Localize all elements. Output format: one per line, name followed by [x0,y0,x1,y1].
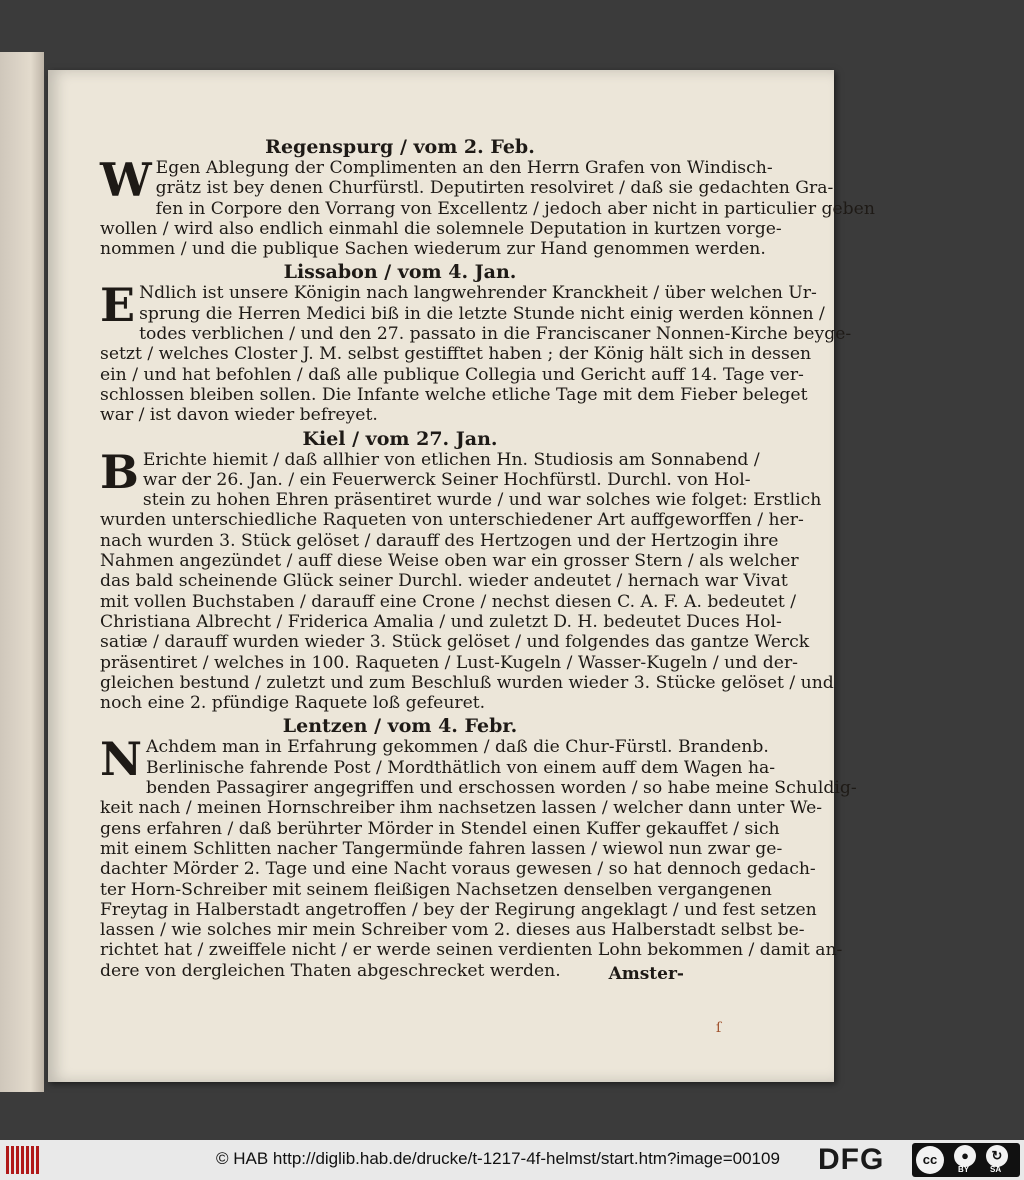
section-heading: Kiel / vom 27. Jan. [302,427,498,450]
document-page [48,70,875,1082]
text-line: war der 26. Jan. / ein Feuerwerck Seiner Hochfürstl. Durchl. von Hol- [142,469,751,490]
text-line: gens erfahren / daß berührter Mörder in Stendel einen Kuffer gekauffet / sich [100,818,780,839]
section-heading: Lentzen / vom 4. Febr. [282,715,518,738]
catchword: Amster- [608,964,684,984]
text-line: nach wurden 3. Stück gelöset / darauff des Hertzogen und der Hertzogin ihre [100,530,779,551]
text-line: lassen / wie solches mir mein Schreiber vom 2. dieses aus Halberstadt selbst be- [100,920,805,941]
text-line: grätz ist bey denen Churfürstl. Deputirten resolviret / daß sie gedachten Gra- [155,178,834,199]
dfg-logo[interactable]: DFG [818,1143,885,1176]
text-line: Freytag in Halberstadt angetroffen / bey der Regirung angeklagt / und fest setzen [100,899,817,920]
text-line: nommen / und die publique Sachen wiederum zur Hand genommen werden. [100,239,766,260]
section-kiel [100,427,834,714]
text-line: todes verblichen / und den 27. passato in die Franciscaner Nonnen-Kirche beyge- [139,324,852,345]
text-line: benden Passagirer angegriffen und erschossen worden / so habe meine Schuldig- [146,778,857,799]
text-line: Nahmen angezündet / auff diese Weise oben war ein grosser Stern / als welcher [100,551,799,572]
text-line: satiæ / darauff wurden wieder 3. Stück gelöset / und folgendes das gantze Werck [100,632,810,653]
text-line: mit einem Schlitten nacher Tangermünde fahren lassen / wiewol nun zwar ge- [100,838,783,859]
text-line: keit nach / meinen Hornschreiber ihm nachsetzen lassen / welcher dann unter We- [100,798,823,819]
section-lentzen [100,715,857,981]
text-line: Berlinische fahrende Post / Mordthätlich von einem auff dem Wagen ha- [146,757,776,778]
text-line: noch eine 2. pfündige Raquete loß gefeuret. [100,693,486,714]
ink-mark: ſ [716,1020,722,1036]
text-line: dachter Mörder 2. Tage und eine Nacht voraus gewesen / so hat dennoch gedach- [100,859,816,880]
text-line: Christiana Albrecht / Friderica Amalia / und zuletzt D. H. bedeutet Duces Hol- [100,611,782,632]
facing-page-edge [0,52,44,1092]
text-line: richtet hat / zweiffele nicht / er werde seinen verdienten Lohn bekommen / damit an- [100,940,843,961]
drop-capital: N [100,732,143,787]
text-line: das bald scheinende Glück seiner Durchl. wieder andeutet / hernach war Vivat [100,571,788,592]
text-line: wollen / wird also endlich einmahl die solemnele Deputation in kurtzen vorge- [100,218,782,239]
section-heading: Regenspurg / vom 2. Feb. [265,136,535,158]
drop-capital: E [100,278,136,333]
text-line: wurden unterschiedliche Raqueten von unterschiedener Art auffgeworffen / her- [100,510,804,531]
by-label: BY [958,1165,970,1174]
text-line: fen in Corpore den Vorrang von Excellentz / jedoch aber nicht in particulier geben [155,198,875,219]
text-line: setzt / welches Closter J. M. selbst gestifftet haben ; der König hält sich in dessen [100,344,812,365]
text-line: dere von dergleichen Thaten abgeschrecket werden. [100,960,561,981]
section-regensburg [100,136,875,260]
text-line: Ndlich ist unsere Königin nach langwehrender Kranckheit / über welchen Ur- [139,283,817,304]
sa-icon: ↻ [986,1145,1008,1167]
cc-license-badge[interactable] [912,1143,1020,1177]
text-line: stein zu hohen Ehren präsentiret wurde / und war solches wie folget: Erstlich [142,490,822,511]
cc-icon: cc [916,1146,944,1174]
section-lisbon [100,261,852,426]
text-line: Achdem man in Erfahrung gekommen / daß die Chur-Fürstl. Brandenb. [146,737,769,758]
text-line: schlossen bleiben sollen. Die Infante welche etliche Tage mit dem Fieber beleget [100,384,808,405]
text-line: präsentiret / welches in 100. Raqueten / Lust-Kugeln / Wasser-Kugeln / und der- [100,652,798,673]
viewer-footer [0,1140,1024,1180]
section-heading: Lissabon / vom 4. Jan. [283,261,517,284]
text-line: gleichen bestund / zuletzt und zum Beschluß wurden wieder 3. Stücke gelöset / und [100,672,834,693]
text-line: Egen Ablegung der Complimenten an den Herrn Grafen von Windisch- [155,158,773,178]
drop-capital: W [100,153,152,207]
text-line: Erichte hiemit / daß allhier von etlichen Hn. Studiosis am Sonnabend / [142,449,760,470]
copyright-link[interactable]: © HAB http://diglib.hab.de/drucke/t-1217-4f-helmst/start.htm?image=00109 [216,1149,780,1168]
article-text [100,136,875,983]
text-line: mit vollen Buchstaben / darauff eine Crone / nechst diesen C. A. F. A. bedeutet / [100,591,797,612]
sa-label: SA [990,1165,1002,1174]
drop-capital: B [100,444,139,499]
text-line: war / ist davon wieder befreyet. [100,405,378,426]
text-line: sprung die Herren Medici biß in die letzte Stunde nicht einig werden können / [139,303,825,324]
text-line: ein / und hat befohlen / daß alle publique Collegia und Gericht auff 14. Tage ver- [100,364,804,385]
text-line: ter Horn-Schreiber mit seinem fleißigen Nachsetzen denselben vergangenen [100,879,772,900]
barcode-icon [6,1146,40,1174]
by-person-icon: ● [954,1145,976,1167]
